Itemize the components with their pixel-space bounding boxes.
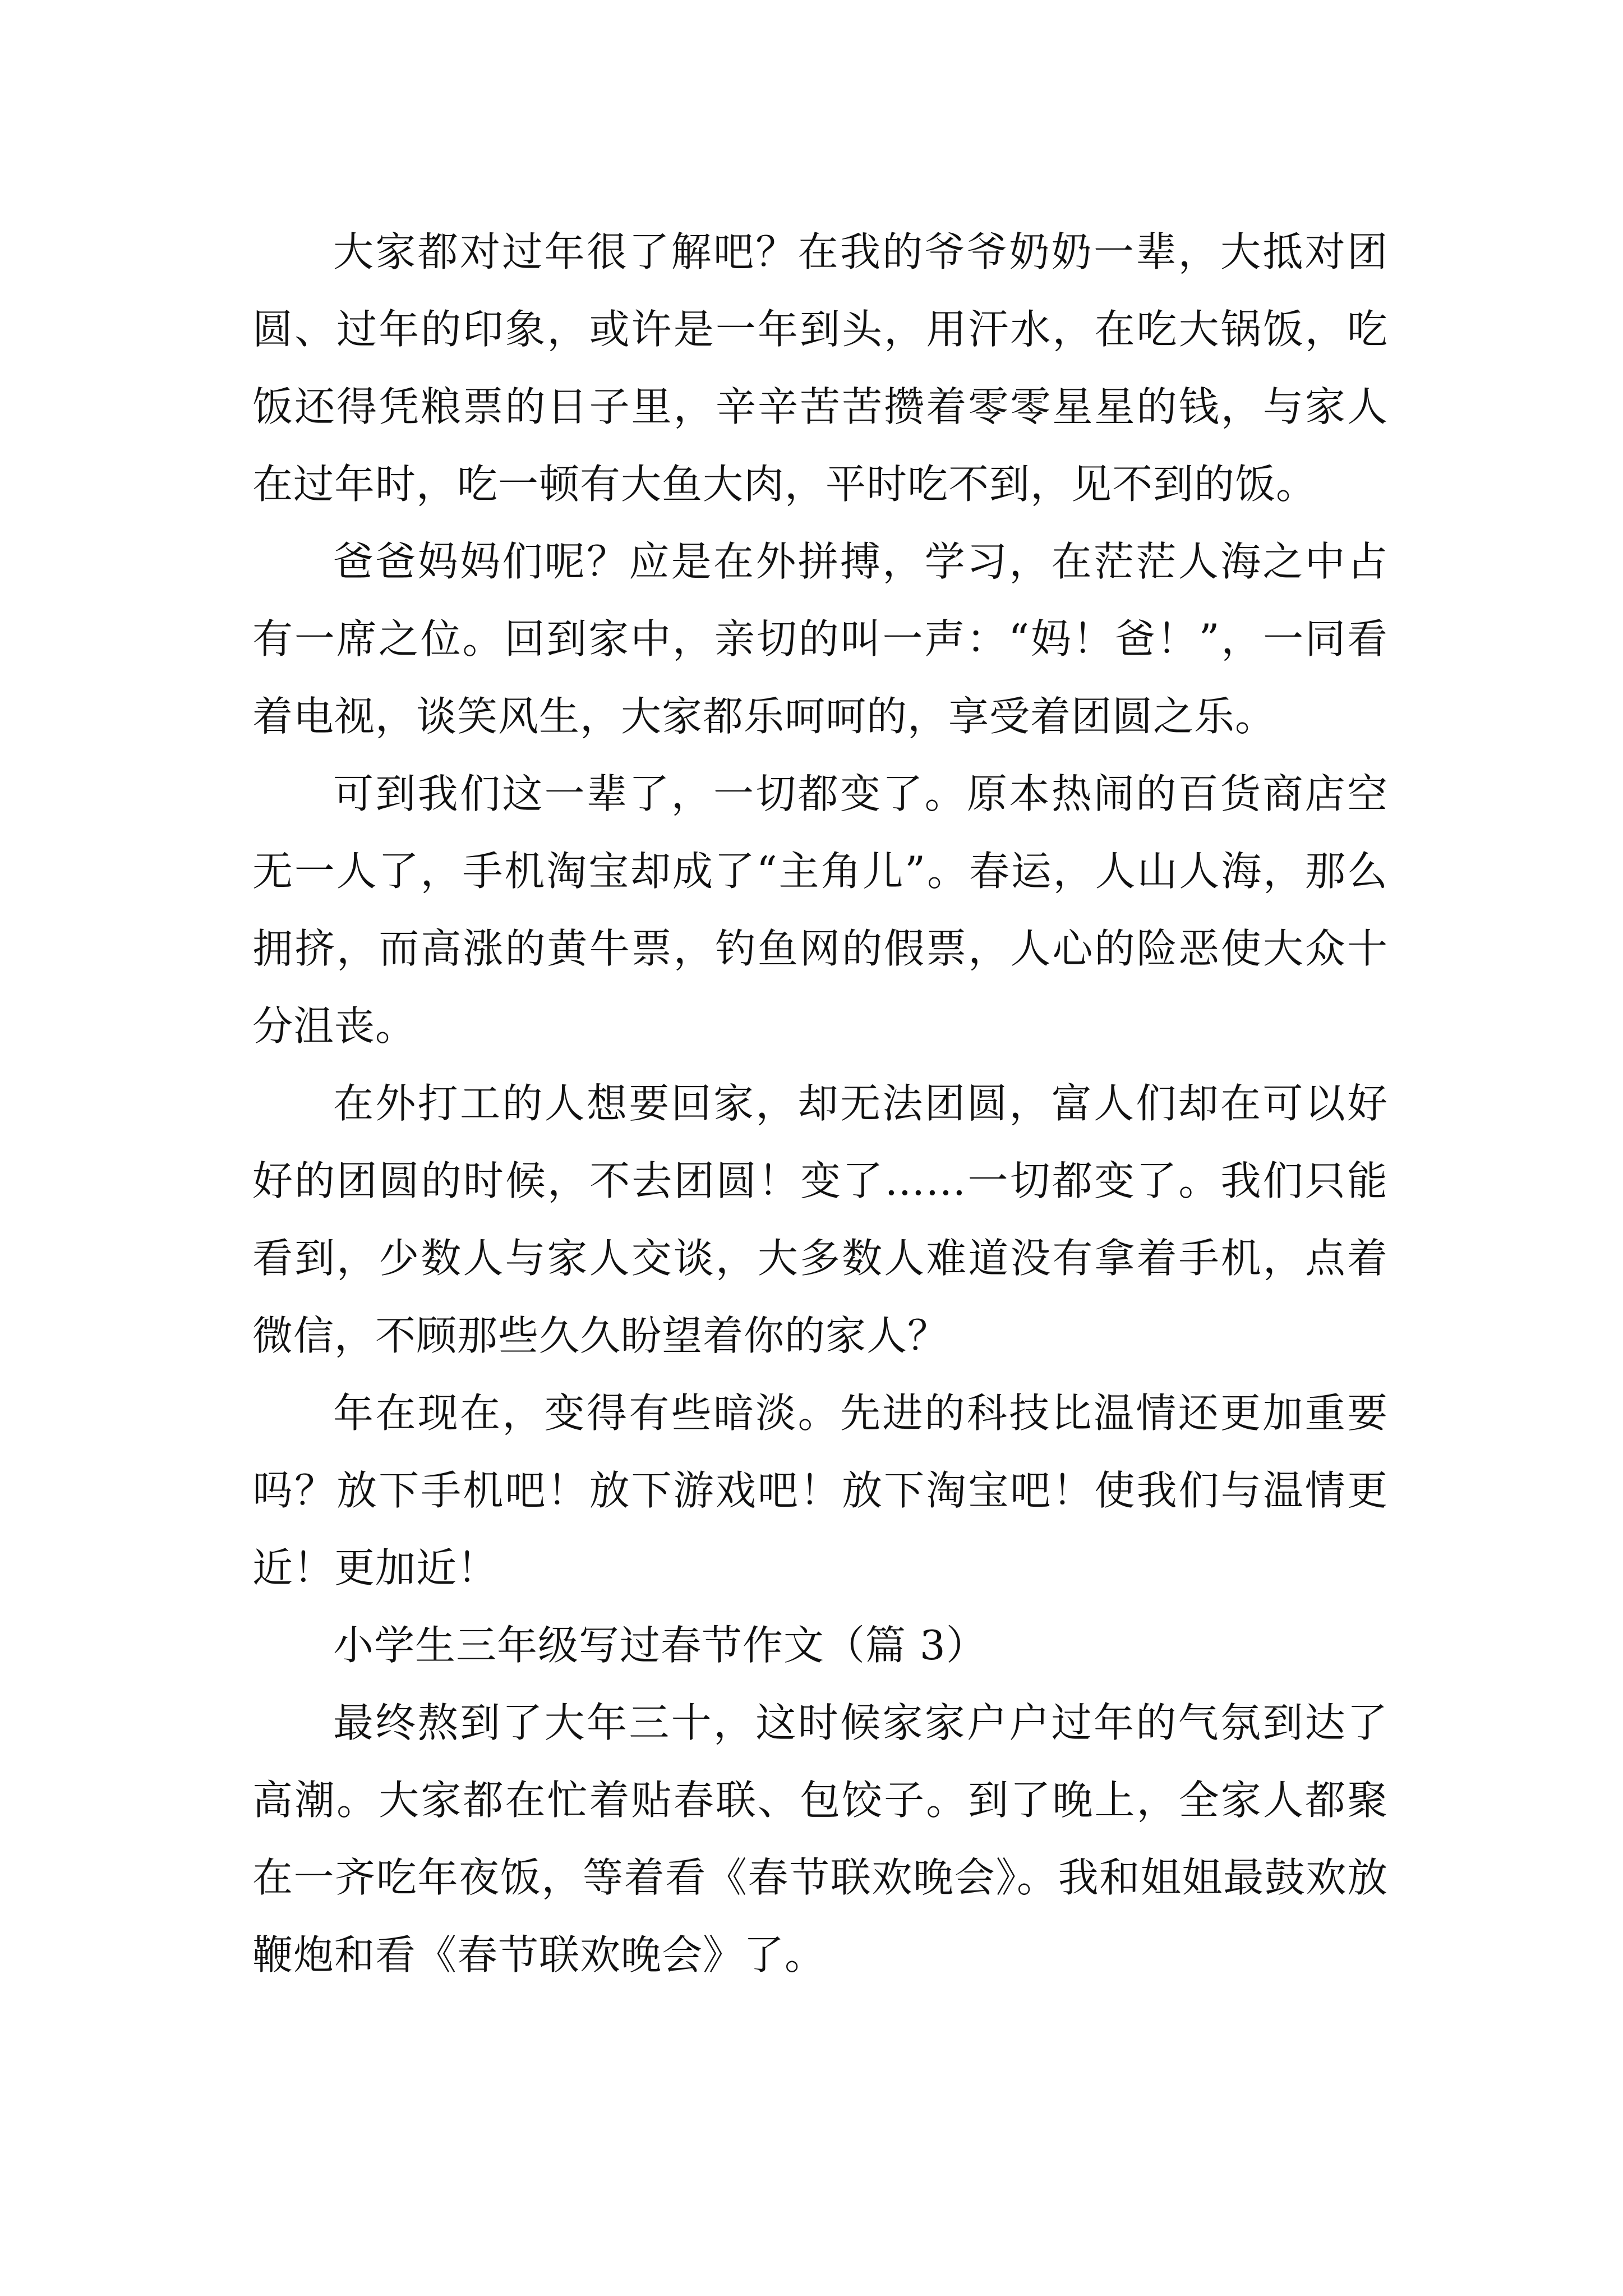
paragraph-2: 爸爸妈妈们呢？应是在外拼搏，学习，在茫茫人海之中占有一席之位。回到家中，亲切的叫一声：“妈！爸！”，一同看着电视，谈笑风生，大家都乐呵呵的，享受着团圆之乐。 xyxy=(252,538,1388,740)
paragraph-5: 年在现在，变得有些暗淡。先进的科技比温情还更加重要吗？放下手机吧！放下游戏吧！放下淘宝吧！使我们与温情更近！更加近！ xyxy=(252,1389,1388,1591)
paragraph-3: 可到我们这一辈了，一切都变了。原本热闹的百货商店空无一人了，手机淘宝却成了“主角儿”。春运，人山人海，那么拥挤，而高涨的黄牛票，钓鱼网的假票，人心的险恶使大众十分沮丧。 xyxy=(252,770,1388,1050)
paragraph-1: 大家都对过年很了解吧？在我的爷爷奶奶一辈，大抵对团圆、过年的印象，或许是一年到头，用汗水，在吃大锅饭，吃饭还得凭粮票的日子里，辛辛苦苦攒着零零星星的钱，与家人在过年时，吃一顿有大鱼大肉，平时吃不到，见不到的饭。 xyxy=(252,228,1388,508)
document-body xyxy=(252,213,1388,1994)
paragraph-4: 在外打工的人想要回家，却无法团圆，富人们却在可以好好的团圆的时候，不去团圆！变了……一切都变了。我们只能看到，少数人与家人交谈，大多数人难道没有拿着手机，点着微信，不顾那些久久盼望着你的家人？ xyxy=(252,1080,1388,1359)
paragraph-6: 最终熬到了大年三十，这时候家家户户过年的气氛到达了高潮。大家都在忙着贴春联、包饺子。到了晚上，全家人都聚在一齐吃年夜饭，等着看《春节联欢晚会》。我和姐姐最鼓欢放鞭炮和看《春节联欢晚会》了。 xyxy=(252,1699,1388,1978)
section-title: 小学生三年级写过春节作文（篇 3） xyxy=(333,1622,987,1669)
